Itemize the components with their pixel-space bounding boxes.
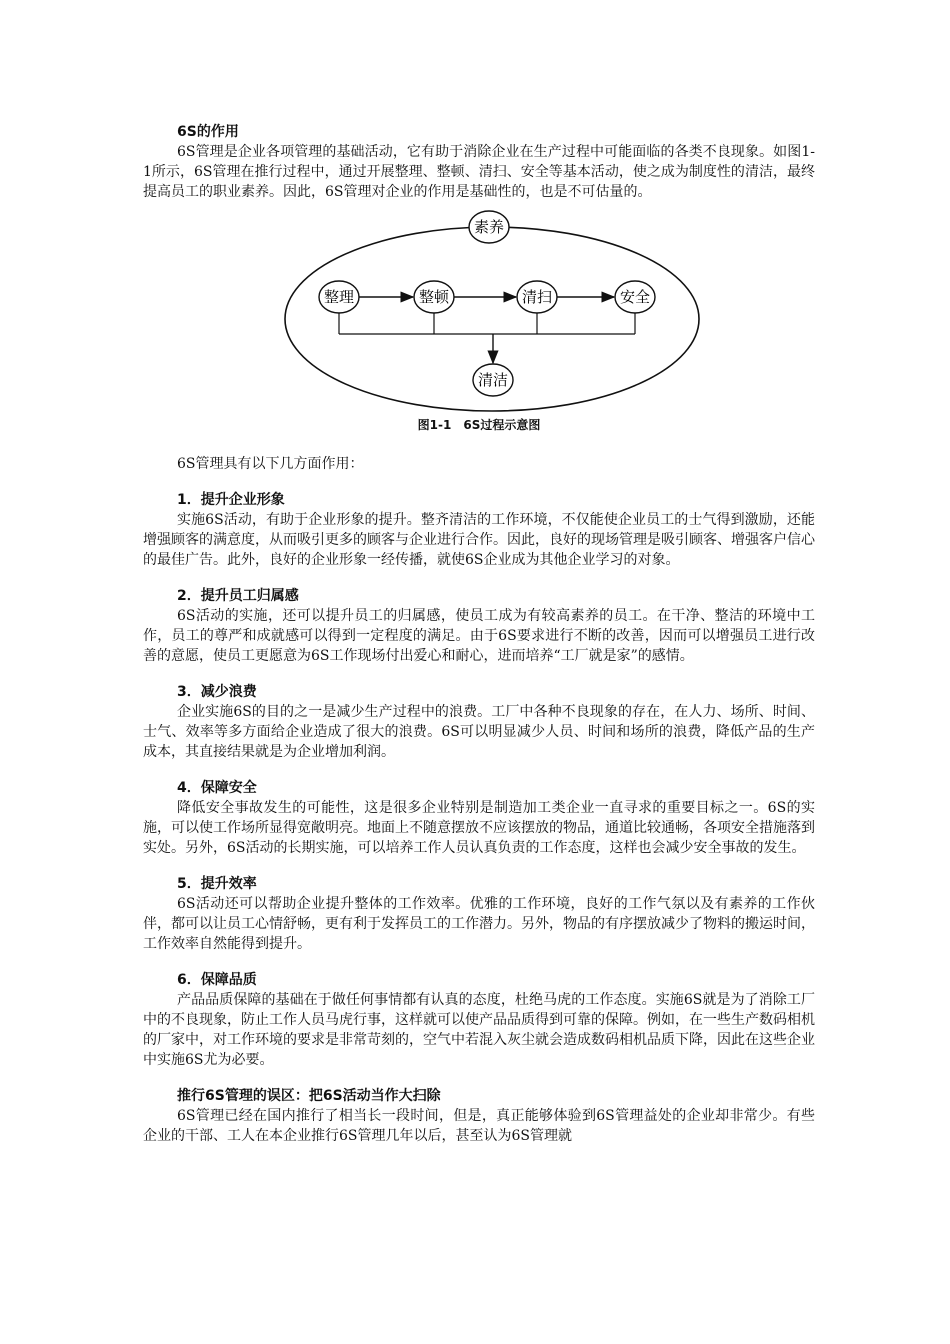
- misconception-paragraph: 6S管理已经在国内推行了相当长一段时间，但是，真正能够体验到6S管理益处的企业却非常少。有些企业的干部、工人在本企业推行6S管理几年以后，甚至认为6S管理就: [143, 1108, 815, 1144]
- document-page: [143, 122, 815, 1146]
- section-paragraph: 降低安全事故发生的可能性，这是很多企业特别是制造加工类企业一直寻求的重要目标之一。6S的实施，可以使工作场所显得宽敞明亮。地面上不随意摆放不应该摆放的物品，通道比较通畅，各项安全措施落到实处。另外，6S活动的长期实施，可以培养工作人员认真负责的工作态度，这样也会减少安全事故的发生。: [143, 800, 815, 856]
- section-paragraph: 企业实施6S的目的之一是减少生产过程中的浪费。工厂中各种不良现象的存在，在人力、场所、时间、士气、效率等多方面给企业造成了很大的浪费。6S可以明显减少人员、时间和场所的浪费，降低产品的生产成本，其直接结果就是为企业增加利润。: [143, 704, 815, 760]
- figure-caption-number: 图1-1: [417, 418, 452, 432]
- section-heading: 5．提升效率: [177, 876, 257, 892]
- intro-heading: 6S的作用: [177, 124, 239, 140]
- misconception-heading: 推行6S管理的误区：把6S活动当作大扫除: [177, 1088, 441, 1104]
- node-anquan-label: 安全: [619, 288, 651, 306]
- figure-caption: [143, 416, 815, 434]
- section-heading: 3．减少浪费: [177, 684, 257, 700]
- node-qingjie-label: 清洁: [477, 371, 509, 389]
- node-zhengli-label: 整理: [323, 288, 355, 306]
- node-suyang-label: 素养: [473, 218, 505, 236]
- section-heading: 1．提升企业形象: [177, 492, 285, 508]
- process-diagram-svg: [143, 204, 815, 444]
- section-paragraph: 产品品质保障的基础在于做任何事情都有认真的态度，杜绝马虎的工作态度。实施6S就是为了消除工厂中的不良现象，防止工作人员马虎行事，这样就可以使产品品质得到可靠的保障。例如，在一些生产数码相机的厂家中，对工作环境的要求是非常苛刻的，空气中若混入灰尘就会造成数码相机品质下降，因此在这些企业中实施6S尤为必要。: [143, 992, 815, 1068]
- section-heading: 4．保障安全: [177, 780, 257, 796]
- intro-paragraph: 6S管理是企业各项管理的基础活动，它有助于消除企业在生产过程中可能面临的各类不良现象。如图1-1所示，6S管理在推行过程中，通过开展整理、整顿、清扫、安全等基本活动，使之成为制度性的清洁，最终提高员工的职业素养。因此，6S管理对企业的作用是基础性的，也是不可估量的。: [143, 144, 815, 200]
- process-diagram: [143, 204, 815, 444]
- node-zhengdun-label: 整顿: [418, 288, 450, 306]
- node-qingsao-label: 清扫: [521, 288, 553, 306]
- section-paragraph: 6S活动的实施，还可以提升员工的归属感，使员工成为有较高素养的员工。在干净、整洁的环境中工作，员工的尊严和成就感可以得到一定程度的满足。由于6S要求进行不断的改善，因而可以增强员工进行改善的意愿，使员工更愿意为6S工作现场付出爱心和耐心，进而培养“工厂就是家”的感情。: [143, 608, 815, 664]
- section-paragraph: 实施6S活动，有助于企业形象的提升。整齐清洁的工作环境，不仅能使企业员工的士气得到激励，还能增强顾客的满意度，从而吸引更多的顾客与企业进行合作。因此，良好的现场管理是吸引顾客、增强客户信心的最佳广告。此外，良好的企业形象一经传播，就使6S企业成为其他企业学习的对象。: [143, 512, 815, 568]
- lead-text: 6S管理具有以下几方面作用：: [177, 456, 364, 472]
- figure-caption-title: 6S过程示意图: [463, 418, 541, 432]
- section-paragraph: 6S活动还可以帮助企业提升整体的工作效率。优雅的工作环境，良好的工作气氛以及有素养的工作伙伴，都可以让员工心情舒畅，更有利于发挥员工的工作潜力。另外，物品的有序摆放减少了物料的搬运时间，工作效率自然能得到提升。: [143, 896, 815, 952]
- section-heading: 2．提升员工归属感: [177, 588, 299, 604]
- section-heading: 6．保障品质: [177, 972, 257, 988]
